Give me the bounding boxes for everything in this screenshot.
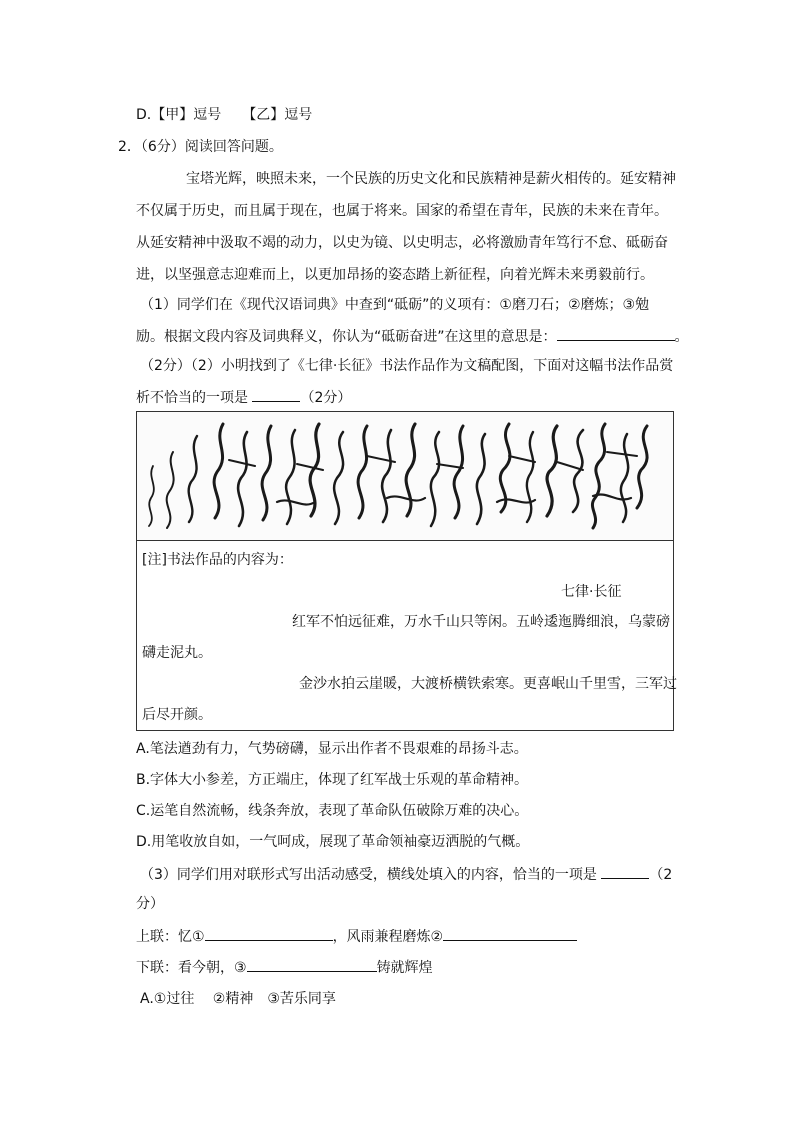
answer-blank[interactable] — [557, 326, 675, 341]
option-c[interactable]: C.运笔自然流畅，线条奔放，表现了革命队伍破除万难的决心。 — [136, 803, 529, 819]
blank-1[interactable] — [205, 926, 333, 941]
sub2-line2-suffix: （2分） — [300, 390, 352, 406]
sub2-line2 — [136, 387, 351, 408]
answer-blank[interactable] — [252, 387, 300, 402]
q1-option-d: D.【甲】逗号 【乙】逗号 — [136, 107, 313, 123]
option-b[interactable]: B.字体大小参差，方正端庄，体现了红军战士乐观的革命精神。 — [136, 772, 529, 788]
couplet-upper-b: ，风雨兼程磨炼② — [332, 929, 444, 945]
couplet-lower — [136, 957, 433, 978]
couplet-lower-a: 下联：看今朝，③ — [136, 960, 247, 976]
sub3-line2: 分） — [136, 896, 164, 912]
sub1-line2 — [136, 326, 689, 347]
sub3-line1-text: （3）同学们用对联形式写出活动感受，横线处填入的内容，恰当的一项是 — [140, 867, 597, 883]
sub1-line2-suffix: 。 — [674, 329, 689, 345]
poem-title: 七律·长征 — [561, 584, 622, 600]
calligraphy-strokes — [137, 412, 673, 540]
sub1-line1: （1）同学们在《现代汉语词典》中查到“砥砺”的义项有：①磨刀石；②磨炼；③勉 — [140, 297, 650, 313]
sub3-option-a[interactable]: A.①过往 ②精神 ③苦乐同享 — [140, 991, 336, 1007]
option-a[interactable]: A.笔法遒劲有力，气势磅礴，显示出作者不畏艰难的昂扬斗志。 — [136, 741, 528, 757]
passage-line: 宝塔光辉，映照未来，一个民族的历史文化和民族精神是薪火相传的。延安精神 — [186, 171, 676, 187]
poem-line: 后尽开颜。 — [142, 707, 212, 723]
passage-line: 进，以坚强意志迎难而上，以更加昂扬的姿态踏上新征程，向着光辉未来勇毅前行。 — [136, 267, 654, 283]
poem-line: 礴走泥丸。 — [142, 645, 212, 661]
blank-2[interactable] — [443, 926, 577, 941]
sub3-line1-suffix: （2 — [649, 867, 673, 883]
poem-line: 金沙水拍云崖暖，大渡桥横铁索寒。更喜岷山千里雪，三军过 — [299, 676, 677, 692]
calligraphy-figure — [136, 411, 677, 731]
couplet-upper — [136, 926, 577, 947]
couplet-lower-b: 铸就辉煌 — [376, 960, 433, 976]
poem-line: 红军不怕远征难，万水千山只等闲。五岭逶迤腾细浪，乌蒙磅 — [292, 614, 670, 630]
sub2-line2-text: 析不恰当的一项是 — [136, 390, 248, 406]
sub1-line2-text: 励。根据文段内容及词典释义，你认为“砥砺奋进”在这里的意思是： — [136, 329, 557, 345]
option-d[interactable]: D.用笔收放自如，一气呵成，展现了革命领袖豪迈洒脱的气概。 — [136, 834, 530, 850]
sub2-line1: （2分）（2）小明找到了《七律·长征》书法作品作为文稿配图，下面对这幅书法作品赏 — [140, 358, 674, 374]
couplet-upper-a: 上联：忆① — [136, 929, 205, 945]
sub3-line1 — [140, 864, 672, 885]
passage-line: 从延安精神中汲取不竭的动力，以史为镜、以史明志，必将激励青年笃行不怠、砥砺奋 — [136, 235, 668, 251]
calligraphy-image — [137, 412, 673, 541]
answer-blank[interactable] — [601, 864, 649, 879]
q2-header: 2．（6分）阅读回答问题。 — [118, 139, 283, 155]
note-label: [注]书法作品的内容为： — [142, 552, 293, 568]
passage-line: 不仅属于历史，而且属于现在，也属于将来。国家的希望在青年，民族的未来在青年。 — [136, 203, 668, 219]
blank-3[interactable] — [247, 957, 377, 972]
